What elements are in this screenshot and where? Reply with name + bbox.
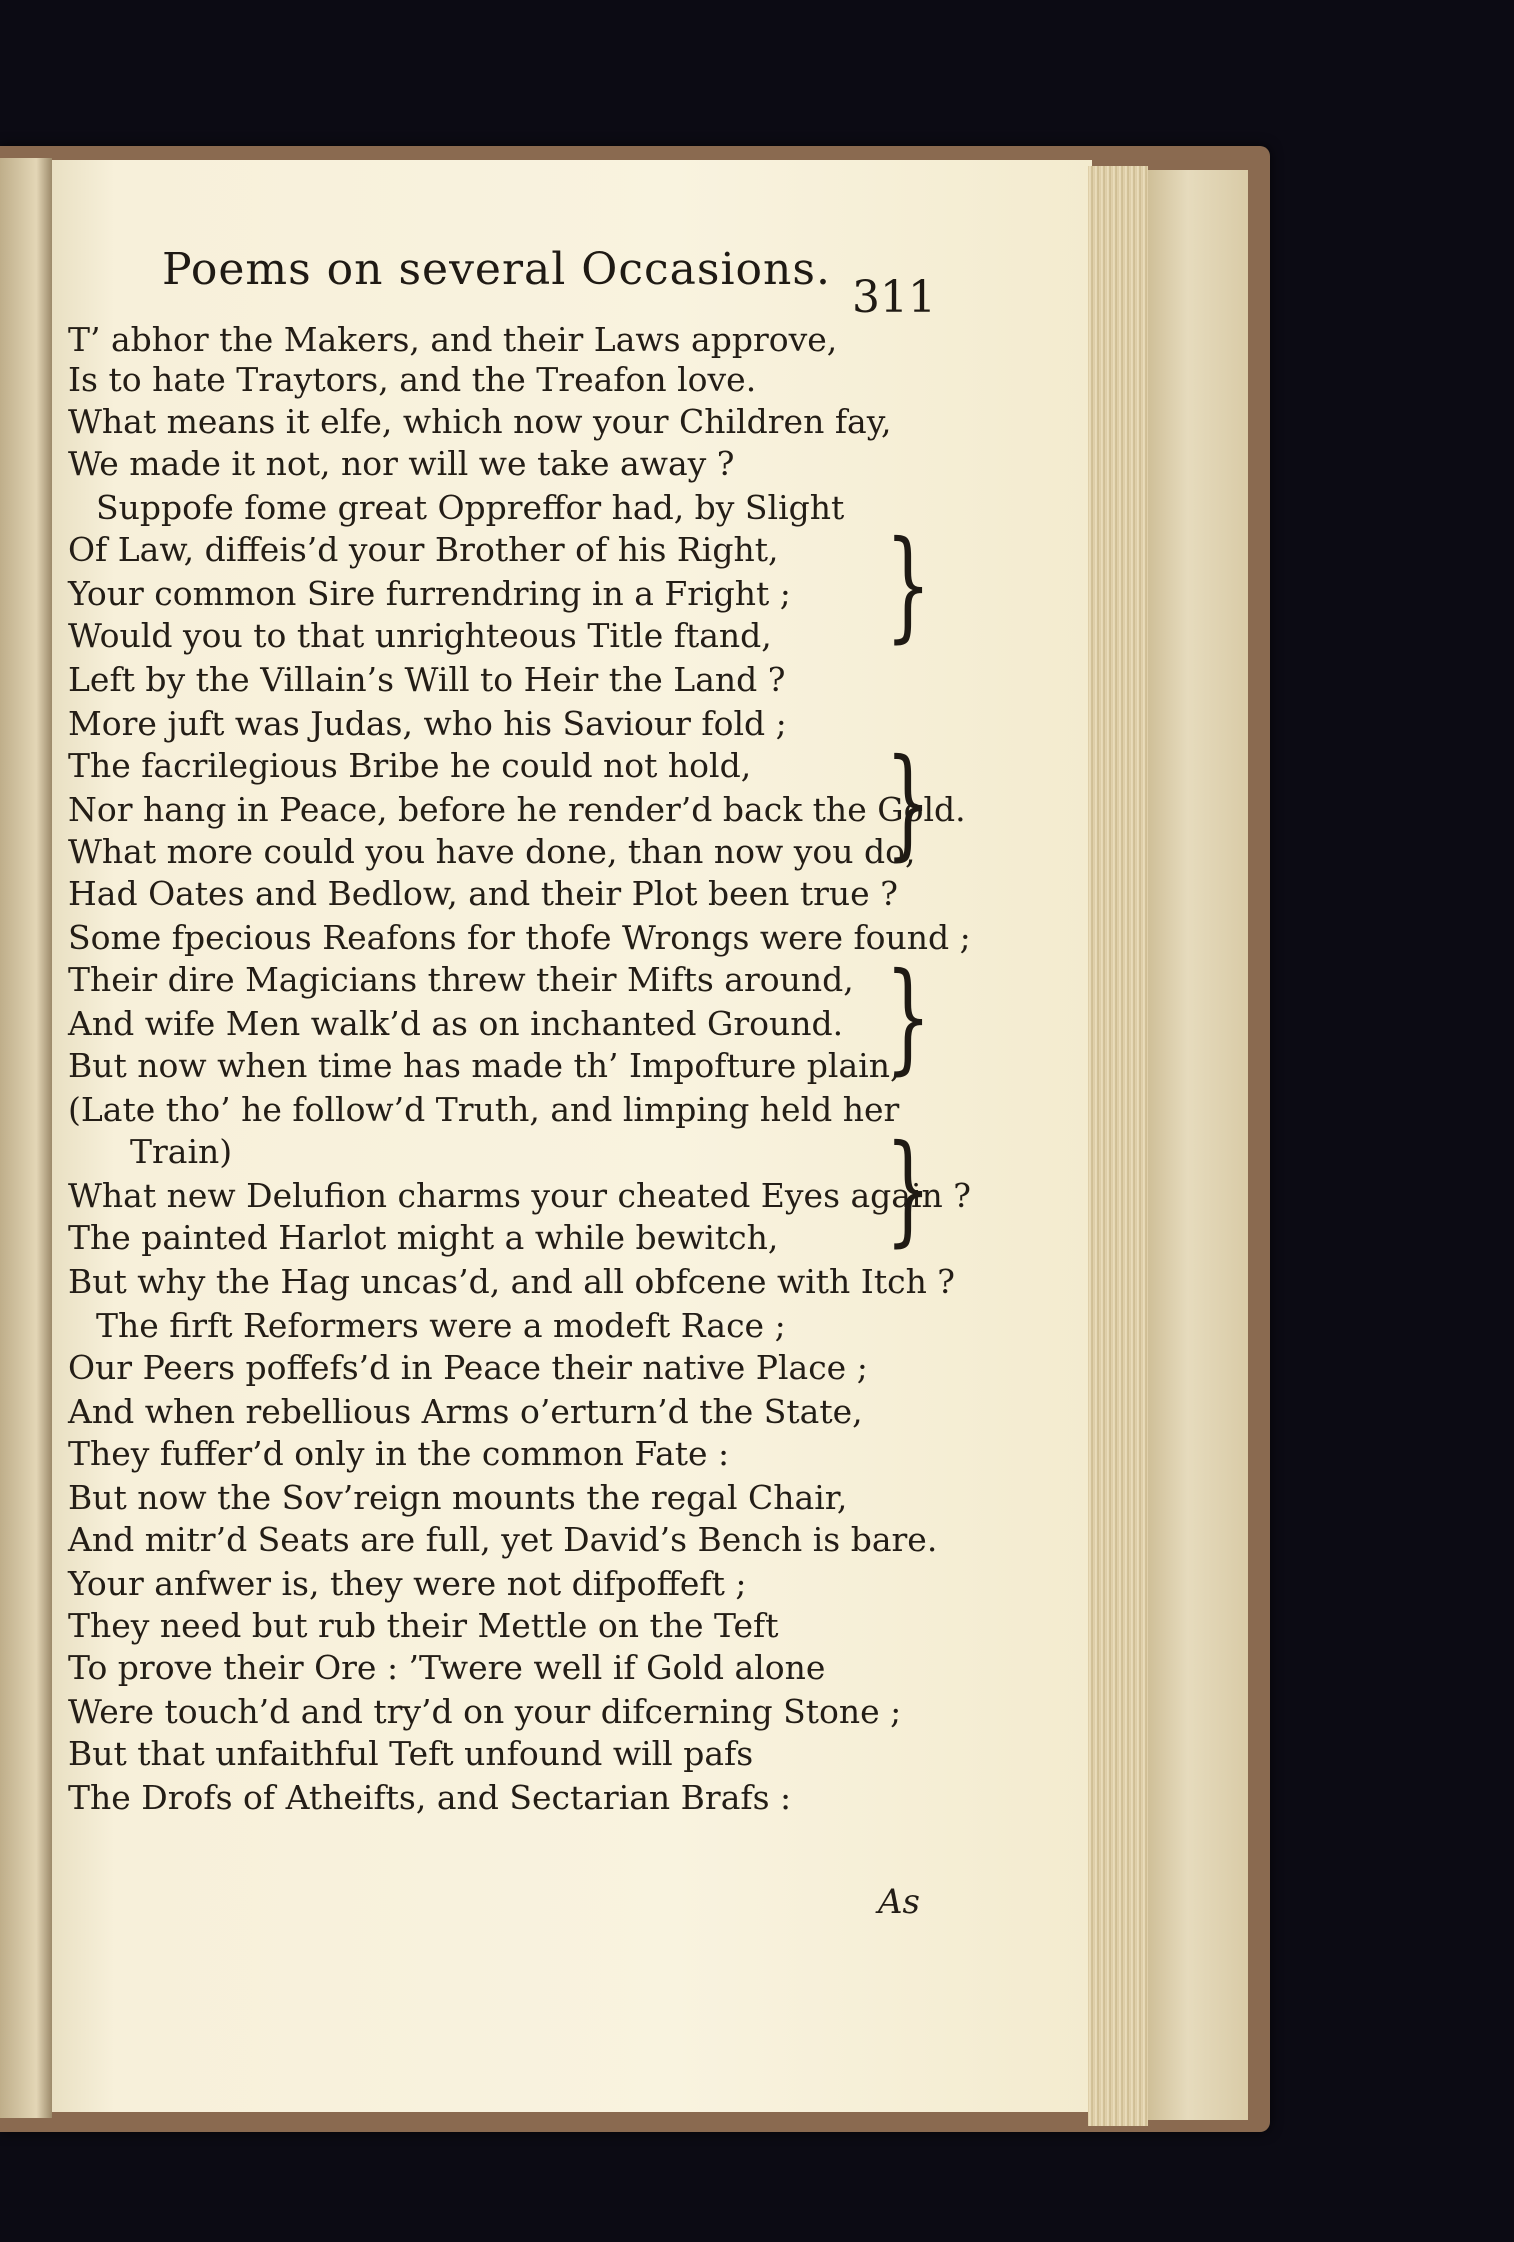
triplet-brace: } [885,1120,932,1259]
poem-line: Their dire Magicians threw their Mifts around, [68,960,854,999]
poem-line: To prove their Ore : ’Twere well if Gold alone [68,1648,826,1687]
poem-line: Our Peers poffefs’d in Peace their native Place ; [68,1348,868,1387]
triplet-brace: } [885,516,932,655]
running-header [162,244,972,324]
poem-line: The Drofs of Atheifts, and Sectarian Brafs : [68,1778,792,1817]
poem-line: But now the Sov’reign mounts the regal Chair, [68,1478,848,1517]
triplet-brace: } [885,734,932,873]
poem-line: Had Oates and Bedlow, and their Plot been true ? [68,874,898,913]
poem-line: Suppofe fome great Oppreffor had, by Slight [96,488,845,527]
poem-line: Your anfwer is, they were not difpoffeft ; [68,1564,747,1603]
poem-line: What means it elfe, which now your Children fay, [68,402,892,441]
poem-line: (Late tho’ he follow’d Truth, and limping held her [68,1090,900,1129]
page-number: 311 [852,272,936,323]
poem-line: T’ abhor the Makers, and their Laws approve, [68,320,838,359]
poem-line: What new Delufion charms your cheated Eyes again ? [68,1176,971,1215]
triplet-brace: } [885,948,932,1087]
back-cover-inner [1148,170,1248,2120]
poem-line: The painted Harlot might a while bewitch, [68,1218,779,1257]
left-page-edge [0,158,52,2118]
poem-line: Nor hang in Peace, before he render’d back the Gold. [68,790,966,829]
poem-line: More juft was Judas, who his Saviour fold ; [68,704,787,743]
poem-line: They fuffer’d only in the common Fate : [68,1434,730,1473]
poem-line: And mitr’d Seats are full, yet David’s Bench is bare. [68,1520,938,1559]
poem-line: But that unfaithful Teft unfound will pafs [68,1734,754,1773]
running-title: Poems on several Occasions. [162,244,831,295]
poem-line: What more could you have done, than now you do, [68,832,916,871]
page-edges [1088,166,1148,2126]
poem-line: And when rebellious Arms o’erturn’d the State, [68,1392,863,1431]
poem-line: Train) [130,1132,233,1171]
poem-line: But now when time has made th’ Impofture plain, [68,1046,901,1085]
poem-line: Were touch’d and try’d on your difcerning Stone ; [68,1692,902,1731]
poem-line: Is to hate Traytors, and the Treafon love. [68,360,757,399]
poem-line: The firft Reformers were a modeft Race ; [96,1306,786,1345]
poem-line: Some fpecious Reafons for thofe Wrongs were found ; [68,918,971,957]
poem-line: Of Law, diffeis’d your Brother of his Right, [68,530,779,569]
poem-line: Your common Sire furrendring in a Fright ; [68,574,791,613]
poem-line: Would you to that unrighteous Title ftand, [68,616,772,655]
poem-line: And wife Men walk’d as on inchanted Ground. [68,1004,844,1043]
poem-line: The facrilegious Bribe he could not hold, [68,746,752,785]
catchword: As [878,1882,921,1922]
poem-line: Left by the Villain’s Will to Heir the Land ? [68,660,786,699]
poem-line: We made it not, nor will we take away ? [68,444,735,483]
poem-line: They need but rub their Mettle on the Teft [68,1606,779,1645]
poem-line: But why the Hag uncas’d, and all obfcene with Itch ? [68,1262,956,1301]
